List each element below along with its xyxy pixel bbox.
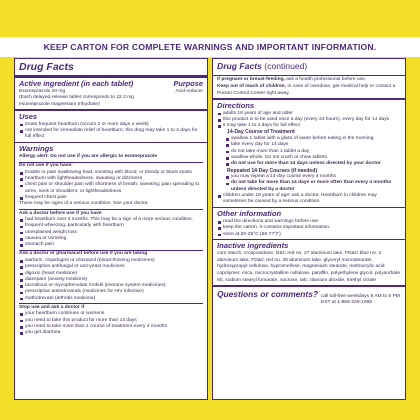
course-header: 14-Day Course of Treatment (227, 129, 295, 136)
list-item: tacrolimus or mycophenolate mofetil (immune system medicines) (19, 283, 203, 289)
divider (19, 209, 203, 210)
divider (213, 207, 405, 208)
list-item: trouble or pain swallowing food, vomiting with blood, or bloody or black stools (19, 170, 203, 176)
active-ingredient-value: Esomeprazole 20 mg (19, 88, 66, 94)
list-item: do not take for more than 14 days or more often than every 4 months unless directed by a doctor (225, 180, 401, 193)
top-yellow-band (0, 0, 420, 36)
inactive-ingredients-header: Inactive ingredients (217, 241, 289, 251)
keep-out-of-reach-text: In case of overdose, get medical help or contact a Poison Control Center right away. (217, 83, 396, 96)
serious-condition-note: These may be signs of a serious condition. See your doctor. (19, 201, 149, 207)
uses-list (15, 122, 207, 141)
list-item: frequent wheezing, particularly with heartburn (19, 223, 203, 229)
divider (213, 285, 405, 286)
list-item: adults 18 years of age and older (217, 111, 401, 117)
list-item: do not take more than 1 tablet a day (225, 149, 401, 155)
list-item: warfarin, clopidogrel or cilostazol (blood-thinning medicines) (19, 258, 203, 264)
pregnancy-warning (213, 77, 405, 84)
list-item: diazepam (anxiety medicine) (19, 277, 203, 283)
list-item: frequent chest pain (19, 195, 203, 201)
list-item: you need to take more than 1 course of treatment every 4 months (19, 324, 203, 330)
repeated-courses-list (213, 174, 405, 193)
list-item: heartburn with lightheadedness, sweating or dizziness (19, 176, 203, 182)
bottom-yellow-band (0, 402, 420, 420)
do-not-use-header: Do not use if you have: (19, 163, 73, 169)
active-ingredient-note: (Each delayed-release tablet corresponds to 22.3 mg (19, 95, 134, 101)
drug-facts-title: Drug Facts (19, 61, 74, 73)
ask-doctor-list (15, 217, 207, 248)
list-item: this product is to be used once a day (every 24 hours), every day for 14 days (217, 117, 401, 123)
drug-facts-continued-title (213, 59, 405, 74)
list-item: not intended for immediate relief of heartburn; this drug may take 1 to 4 days for full effect (19, 128, 203, 141)
inactive-ingredients-text: corn starch, crospovidone, D&C red no. 27 aluminum lake, FD&C blue no. 2 aluminum lake, FD&C red no. 40 aluminum lake, glyceryl monostearate, hydroxypropyl cellulose, hypromellose, magnesium stearate, methacrylic acid copolymer, mica, microcrystalline cellulose, paraffin, polyethylene glycol, polysorbate 80, sodium stearyl fumarate, sucrose, talc, titanium dioxide, triethyl citrate (217, 251, 401, 283)
list-item: do not use for more than 14 days unless directed by your doctor (225, 161, 401, 167)
repeated-courses-header: Repeated 14-Day Courses (if needed) (227, 167, 318, 174)
list-item: store at 20-25°C (68-77°F) (217, 232, 401, 238)
questions-text: call toll-free weekdays 9 AM to 5 PM EST at 1-866-229-1008 (320, 293, 400, 305)
directions-list (213, 111, 405, 130)
list-item: it may take 1 to 4 days for full effect (217, 123, 401, 129)
drug-facts-panel (14, 58, 208, 400)
keep-carton-banner: KEEP CARTON FOR COMPLETE WARNINGS AND IMPORTANT INFORMATION. (43, 42, 377, 52)
warnings-header: Warnings (19, 143, 54, 153)
list-item: keep the carton. It contains important information. (217, 225, 401, 231)
list-item: you may repeat a 14-day course every 4 months (225, 174, 401, 180)
list-item: your heartburn continues or worsens (19, 311, 203, 317)
divider (15, 142, 207, 143)
ask-pharmacist-header: Ask a doctor or pharmacist before use if you are taking (19, 251, 148, 257)
stop-use-list (15, 311, 207, 336)
list-item: methotrexate (arthritis medicine) (19, 296, 203, 302)
active-ingredient-header (15, 79, 207, 89)
active-ingredient-note-2: esomeprazole magnesium trihydrate) (19, 101, 100, 107)
list-item: read the directions and warnings before use (217, 219, 401, 225)
list-item: prescription antiretrovirals (medicines for HIV infection) (19, 289, 203, 295)
ask-doctor-header: Ask a doctor before use if you have (19, 210, 102, 216)
list-item: chest pain or shoulder pain with shortness of breath; sweating; pain spreading to arms, neck or shoulders; or lightheadedness (19, 182, 203, 195)
continued-label: (continued) (264, 61, 308, 71)
list-item: had heartburn over 3 months. This may be a sign of a more serious condition. (19, 217, 203, 223)
divider (15, 109, 207, 110)
pregnancy-warning-bold: If pregnant or breast-feeding, (217, 77, 285, 83)
list-item: digoxin (heart medicine) (19, 271, 203, 277)
pregnancy-warning-text: ask a health professional before use. (286, 77, 367, 83)
list-item: prescription antifungal or anti-yeast medicines (19, 264, 203, 270)
course-list (213, 136, 405, 167)
divider (213, 239, 405, 240)
list-item: take every day for 14 days (225, 142, 401, 148)
allergy-alert: Allergy alert: Do not use if you are allergic to esomeprazole (19, 153, 158, 159)
list-item: nausea or vomiting (19, 236, 203, 242)
list-item: stomach pain (19, 242, 203, 248)
divider (19, 303, 203, 304)
children-list (213, 193, 405, 206)
keep-out-of-reach (213, 84, 405, 97)
other-information-header: Other information (217, 209, 282, 218)
list-item: unexplained weight loss (19, 230, 203, 236)
other-information-list (213, 219, 405, 238)
purpose-value: Acid reducer (175, 88, 203, 94)
active-ingredient-label: Active ingredient (in each tablet) (19, 78, 134, 88)
divider (15, 75, 207, 78)
questions-header: Questions or comments? (217, 288, 318, 299)
stop-use-header: Stop use and ask a doctor if (19, 304, 85, 310)
divider (213, 98, 405, 99)
drug-facts-title-text: Drug Facts (217, 61, 262, 71)
do-not-use-list (15, 170, 207, 201)
directions-header: Directions (217, 100, 255, 110)
right-yellow-edge (408, 58, 420, 400)
uses-header: Uses (19, 111, 38, 121)
purpose-label: Purpose (173, 78, 203, 88)
list-item: you get diarrhea (19, 330, 203, 336)
list-item: children under 18 years of age: ask a doctor. Heartburn in children may sometimes be caused by a serious condition. (217, 193, 401, 206)
questions-section (213, 288, 405, 307)
ask-pharmacist-list (15, 258, 207, 302)
list-item: swallow 1 tablet with a glass of water before eating in the morning (225, 136, 401, 142)
keep-out-of-reach-bold: Keep out of reach of children. (217, 83, 287, 89)
list-item: swallow whole. Do not crush or chew tablets. (225, 155, 401, 161)
drug-facts-continued-panel (212, 58, 406, 400)
list-item: treats frequent heartburn (occurs 2 or more days a week) (19, 122, 203, 128)
list-item: you need to take this product for more than 14 days (19, 318, 203, 324)
